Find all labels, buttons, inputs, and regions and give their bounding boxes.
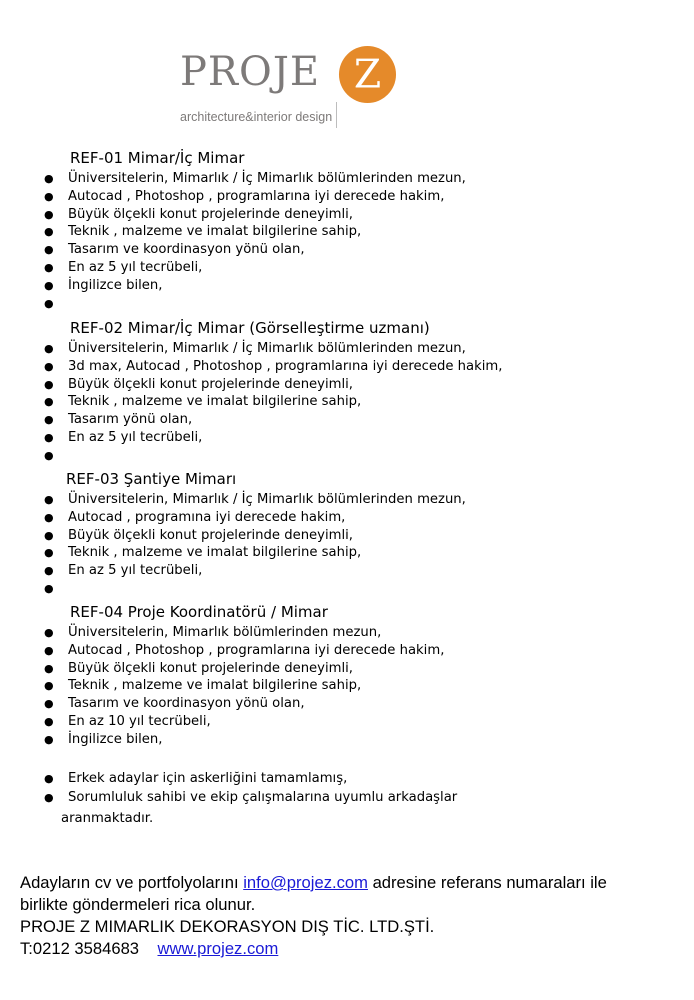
company-name: PROJE Z MIMARLIK DEKORASYON DIŞ TİC. LTD.ŞTİ.: [20, 917, 435, 936]
list-item: [0, 580, 466, 598]
requirements-list: [0, 624, 444, 749]
bullet-icon: ●: [44, 278, 54, 292]
logo-word: PROJE: [180, 49, 321, 95]
list-item: [0, 295, 466, 313]
bullet-icon: ●: [44, 189, 54, 203]
bullet-icon: ●: [44, 430, 54, 444]
list-item: ● Sorumluluk sahibi ve ekip çalışmalarına uyumlu arkadaşlar: [0, 789, 457, 808]
position-title: REF-04 Proje Koordinatörü / Mimar: [70, 603, 328, 621]
contact-footer: [20, 872, 680, 960]
bullet-icon: ●: [44, 359, 54, 373]
list-item: ● Tasarım ve koordinasyon yönü olan,: [44, 242, 305, 258]
position-title: REF-03 Şantiye Mimarı: [66, 470, 237, 488]
position-title: REF-02 Mimar/İç Mimar (Görselleştirme uzmanı): [70, 319, 430, 337]
bullet-icon: ●: [44, 714, 54, 728]
list-item: ● Autocad , programına iyi derecede hakim,: [44, 509, 346, 525]
general-requirements-list: [0, 770, 457, 807]
bullet-icon: ●: [44, 626, 54, 639]
list-item: ● Büyük ölçekli konut projelerinde deneyimli,: [44, 206, 353, 222]
email-link[interactable]: info@projez.com: [243, 873, 368, 892]
list-item: ● Üniversitelerin, Mimarlık / İç Mimarlık bölümlerinden mezun,: [44, 341, 466, 356]
logo-tagline: architecture&interior design: [180, 110, 333, 124]
list-item: ● Teknik , malzeme ve imalat bilgilerine sahip,: [44, 394, 362, 410]
company-logo: [178, 44, 418, 130]
requirements-list: [0, 170, 466, 312]
bullet-icon: ●: [44, 546, 54, 560]
bullet-icon: ●: [44, 564, 54, 578]
list-item: ● 3d max, Autocad , Photoshop , programlarına iyi derecede hakim,: [44, 358, 503, 374]
logo-z-mark: [338, 45, 397, 104]
phone-number: T:0212 3584683: [20, 939, 140, 958]
list-item: ● En az 10 yıl tecrübeli,: [44, 713, 211, 729]
position-title: REF-01 Mimar/İç Mimar: [70, 149, 245, 167]
list-item: ● Büyük ölçekli konut projelerinde deneyimli,: [44, 660, 353, 676]
application-instructions-cont: birlikte göndermeleri rica olunur.: [20, 895, 256, 914]
bullet-icon: ●: [44, 377, 54, 391]
requirements-list: [0, 491, 466, 598]
list-item: ● En az 5 yıl tecrübeli,: [44, 429, 203, 445]
list-item: ● Teknik , malzeme ve imalat bilgilerine sahip,: [44, 545, 362, 561]
contact-line: [20, 938, 680, 960]
bullet-icon: ●: [44, 296, 54, 310]
bullet-icon: ●: [44, 772, 54, 785]
website-link[interactable]: www.projez.com: [157, 939, 279, 958]
bullet-icon: ●: [44, 697, 54, 711]
bullet-icon: ●: [44, 790, 54, 804]
list-item: [0, 447, 502, 465]
bullet-icon: ●: [44, 395, 54, 409]
list-item: ● Tasarım yönü olan,: [44, 412, 193, 428]
bullet-icon: ●: [44, 528, 54, 542]
logo-wordmark: [180, 49, 321, 95]
application-instructions: Adayların cv ve portfolyolarını info@projez.com adresine referans numaraları ile: [20, 873, 607, 892]
bullet-icon: ●: [44, 172, 54, 185]
list-item: ● Autocad , Photoshop , programlarına iyi derecede hakim,: [44, 642, 445, 658]
list-item: ● İngilizce bilen,: [44, 731, 163, 747]
list-item: ● Büyük ölçekli konut projelerinde deneyimli,: [44, 527, 353, 543]
list-item: ● Tasarım ve koordinasyon yönü olan,: [44, 696, 305, 712]
logo-divider: [336, 102, 337, 128]
bullet-icon: ●: [44, 510, 54, 524]
list-item: ● Üniversitelerin, Mimarlık / İç Mimarlık bölümlerinden mezun,: [44, 492, 466, 507]
bullet-icon: ●: [44, 225, 54, 239]
bullet-icon: ●: [44, 207, 54, 221]
bullet-icon: ●: [44, 493, 54, 506]
bullet-icon: ●: [44, 581, 54, 595]
bullet-icon: ●: [44, 243, 54, 257]
bullet-icon: ●: [44, 342, 54, 355]
bullet-icon: ●: [44, 732, 54, 746]
list-item: ● Erkek adaylar için askerliğini tamamlamış,: [0, 770, 457, 789]
bullet-icon: ●: [44, 643, 54, 657]
general-continuation: aranmaktadır.: [61, 811, 154, 826]
list-item: ● Büyük ölçekli konut projelerinde deneyimli,: [44, 376, 353, 392]
list-item: ● Üniversitelerin, Mimarlık bölümlerinden mezun,: [44, 625, 382, 640]
list-item: ● Teknik , malzeme ve imalat bilgilerine sahip,: [44, 224, 362, 240]
list-item: ● İngilizce bilen,: [44, 277, 163, 293]
list-item: ● En az 5 yıl tecrübeli,: [44, 563, 203, 579]
bullet-icon: ●: [44, 260, 54, 274]
logo-letter: Z: [353, 51, 382, 98]
bullet-icon: ●: [44, 679, 54, 693]
list-item: ● Üniversitelerin, Mimarlık / İç Mimarlık bölümlerinden mezun,: [44, 171, 466, 186]
bullet-icon: ●: [44, 413, 54, 427]
bullet-icon: ●: [44, 661, 54, 675]
list-item: ● Teknik , malzeme ve imalat bilgilerine sahip,: [44, 678, 362, 694]
list-item: ● En az 5 yıl tecrübeli,: [44, 259, 203, 275]
bullet-icon: ●: [44, 448, 54, 462]
requirements-list: [0, 340, 502, 465]
list-item: ● Autocad , Photoshop , programlarına iyi derecede hakim,: [44, 188, 445, 204]
